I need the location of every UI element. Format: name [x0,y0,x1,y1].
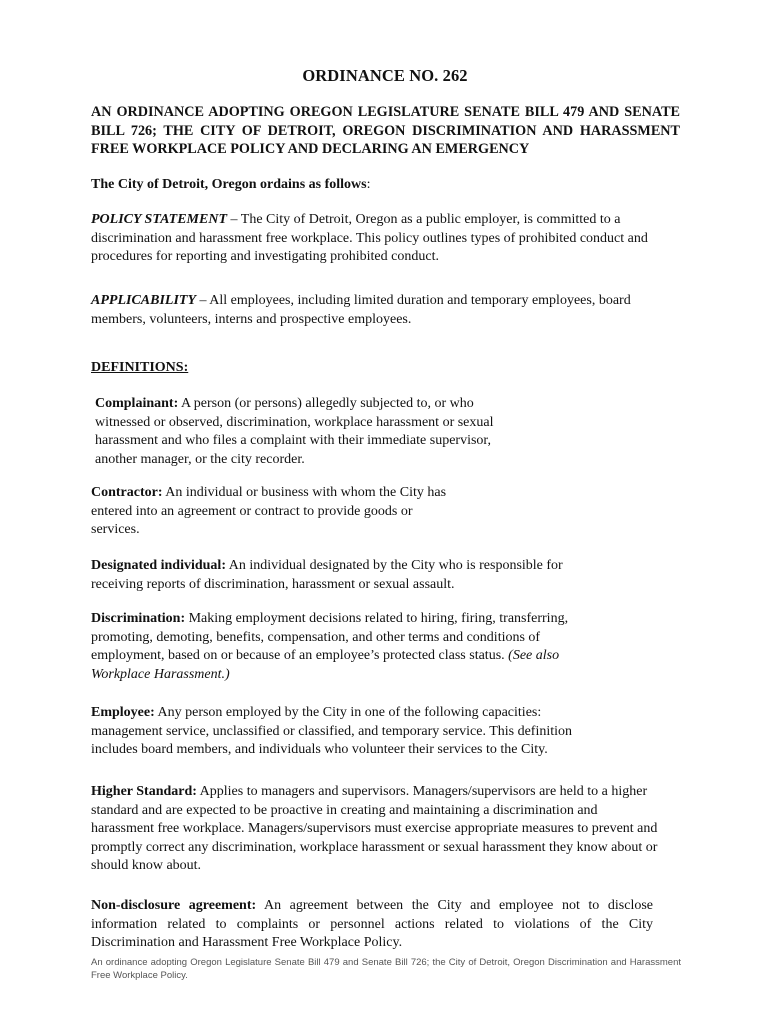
definitions-title: DEFINITIONS: [91,360,189,375]
page-footer: An ordinance adopting Oregon Legislature Senate Bill 479 and Senate Bill 726; the City of Detroit, Oregon Discrimination and Harassment Free Workplace Policy. [91,957,681,981]
definition-discrimination [91,610,601,684]
policy-statement [91,211,679,267]
see-also-note: (See also Workplace Harassment.) [91,648,560,682]
text-contractor: An individual or business with whom the City has entered into an agreement or contract to provide goods or services. [91,485,447,537]
term-nda: Non-disclosure agreement: [91,898,257,913]
definition-non-disclosure [91,897,653,953]
term-higher-standard: Higher Standard: [91,784,197,799]
text-designated: An individual designated by the City who is responsible for receiving reports of discrimination, harassment or sexual assault. [91,558,563,592]
ordains-line [91,176,681,195]
definitions-heading [91,359,188,378]
term-employee: Employee: [91,705,155,720]
definition-designated-individual [91,557,601,594]
ordinance-title: ORDINANCE NO. 262 [302,66,468,85]
term-contractor: Contractor: [91,485,163,500]
ordains-colon: : [366,177,371,192]
text-complainant: A person (or persons) allegedly subjected to, or who witnessed or observed, discrimination, workplace harassment or sexual harassment and who files a complaint with their immediate supervisor, another manager, or the city recorder. [95,396,494,467]
text-employee: Any person employed by the City in one of the following capacities: management service, unclassified or classified, and temporary service. This definition includes board members, and individuals who volunteer their services to the City. [91,705,573,757]
definition-employee [91,704,606,760]
ordinance-heading: AN ORDINANCE ADOPTING OREGON LEGISLATURE SENATE BILL 479 AND SENATE BILL 726; THE CITY OF DETROIT, OREGON DISCRIMINATION AND HARASSMENT FREE WORKPLACE POLICY AND DECLARING AN EMERGENCY [91,104,680,157]
policy-label: POLICY STATEMENT [91,212,228,227]
definition-higher-standard [91,783,661,876]
ordains-text: The City of Detroit, Oregon ordains as follows [91,177,367,192]
term-designated: Designated individual: [91,558,226,573]
term-complainant: Complainant: [95,396,179,411]
applicability [91,292,683,329]
term-discrimination: Discrimination: [91,611,186,626]
text-discrimination: Making employment decisions related to hiring, firing, transferring, promoting, demoting, benefits, compensation, and other terms and conditions of employment, based on or because of an employee’s protected class status. [91,611,569,663]
text-nda: An agreement between the City and employee not to disclose information related to complaints or personnel actions related to violations of the City Discrimination and Harassment Free Workplace Policy. [91,898,653,950]
text-higher-standard: Applies to managers and supervisors. Managers/supervisors are held to a higher standard and are expected to be proactive in creating and maintaining a discrimination and harassment free workplace. Managers/supervisors must exercise appropriate measures to prevent and promptly correct any discrimination, workplace harassment or sexual harassment they know about or should know about. [91,784,658,873]
definition-contractor [91,484,459,540]
applicability-label: APPLICABILITY [91,293,197,308]
applicability-text: – All employees, including limited duration and temporary employees, board members, volunteers, interns and prospective employees. [91,293,631,327]
definition-complainant [95,395,500,469]
policy-text: – The City of Detroit, Oregon as a public employer, is committed to a discrimination and harassment free workplace. This policy outlines types of prohibited conduct and procedures for reporting and investigating prohibited conduct. [91,212,648,264]
